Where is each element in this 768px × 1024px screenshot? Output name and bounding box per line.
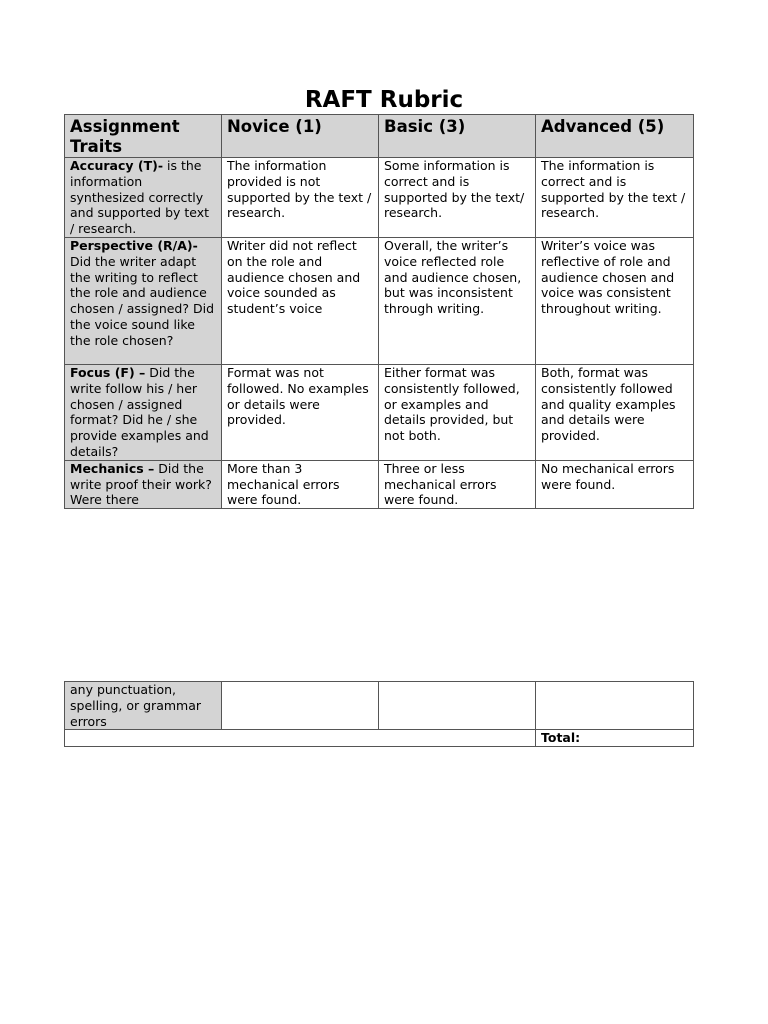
trait-question: Did the write proof their work? Were there <box>70 460 212 508</box>
table-row <box>65 682 694 730</box>
trait-name: Accuracy (T)- <box>70 158 164 173</box>
page-title: RAFT Rubric <box>304 87 464 113</box>
advanced-cell: The information is correct and is supported by the text / research. <box>536 158 694 238</box>
trait-cell <box>65 460 222 508</box>
advanced-cell: Both, format was consistently followed and quality examples and details were provided. <box>536 365 694 461</box>
novice-cell: More than 3 mechanical errors were found. <box>222 460 379 508</box>
basic-cell: Three or less mechanical errors were found. <box>379 460 536 508</box>
novice-cell: The information provided is not supported by the text / research. <box>222 158 379 238</box>
trait-name: Perspective (R/A)- <box>70 238 198 253</box>
header-advanced: Advanced (5) <box>536 115 694 158</box>
total-row <box>65 730 694 747</box>
total-spacer <box>65 730 536 747</box>
trait-question: Did the write follow his / her chosen / assigned format? Did he / she provide examples and details? <box>70 365 209 459</box>
total-label: Total: <box>536 730 694 747</box>
novice-cell: Writer did not reflect on the role and audience chosen and voice sounded as student’s voice <box>222 238 379 365</box>
table-row <box>65 460 694 508</box>
table-row <box>65 365 694 461</box>
basic-cell: Overall, the writer’s voice reflected role and audience chosen, but was inconsistent through writing. <box>379 238 536 365</box>
novice-cell: Format was not followed. No examples or details were provided. <box>222 365 379 461</box>
basic-cell: Either format was consistently followed, or examples and details provided, but not both. <box>379 365 536 461</box>
advanced-cell <box>536 682 694 730</box>
trait-cell <box>65 365 222 461</box>
trait-name: Focus (F) – <box>70 365 146 380</box>
trait-question: Did the writer adapt the writing to reflect the role and audience chosen / assigned? Did the voice sound like the role chosen? <box>70 253 215 348</box>
table-row <box>65 158 694 238</box>
advanced-cell: Writer’s voice was reflective of role and audience chosen and voice was consistent throughout writing. <box>536 238 694 365</box>
trait-cell <box>65 158 222 238</box>
trait-question-continued: any punctuation, spelling, or grammar errors <box>65 682 222 730</box>
basic-cell <box>379 682 536 730</box>
header-assignment-traits: Assignment Traits <box>65 115 222 158</box>
novice-cell <box>222 682 379 730</box>
table-row <box>65 238 694 365</box>
advanced-cell: No mechanical errors were found. <box>536 460 694 508</box>
rubric-table <box>64 114 694 509</box>
basic-cell: Some information is correct and is supported by the text/ research. <box>379 158 536 238</box>
rubric-table-continued <box>64 681 694 747</box>
header-novice: Novice (1) <box>222 115 379 158</box>
header-row <box>65 115 694 158</box>
trait-name: Mechanics – <box>70 460 155 476</box>
header-basic: Basic (3) <box>379 115 536 158</box>
trait-cell <box>65 238 222 365</box>
trait-question: is the information synthesized correctly and supported by text / research. <box>70 158 210 237</box>
